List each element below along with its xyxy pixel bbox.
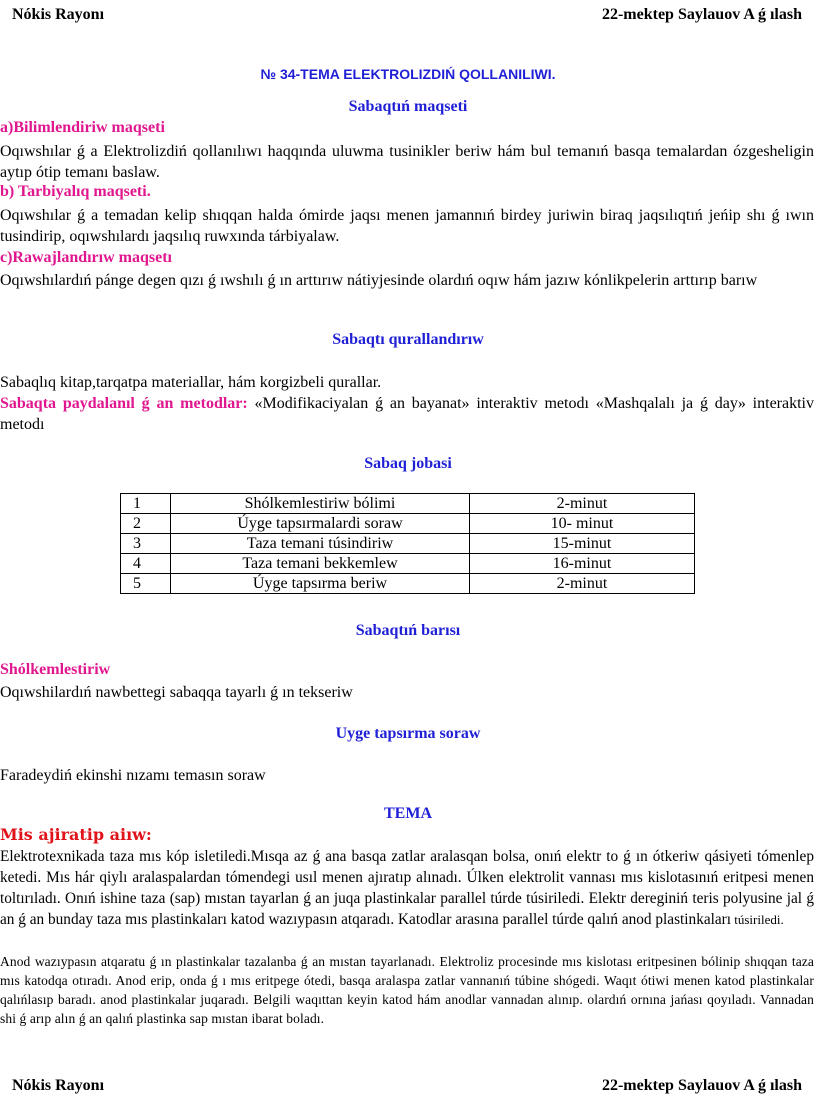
row-time: 15-minut [470, 534, 695, 554]
row-number: 2 [121, 514, 171, 534]
org-heading: Shólkemlestiriw [0, 661, 111, 678]
row-time: 2-minut [470, 574, 695, 594]
methods-paragraph [0, 393, 814, 435]
row-number: 3 [121, 534, 171, 554]
copper-heading: Mis ajiratip aiıw: [0, 825, 152, 844]
plan-heading: Sabaq jobasi [364, 455, 452, 472]
row-topic: Úyge tapsırma beriw [171, 574, 470, 594]
footer-right: 22-mektep Saylauov A ǵ ılash [601, 1077, 802, 1094]
copper-paragraph-2: Anod wazıypasın atqaratu ǵ ın plastinkalar tazalanba ǵ an mıstan tayarlanadı. Elektroliz procesinde mıs kislotası eritpesinen bólinip shıqqan taza mıs katodqa otıradı. Anod erip, onda ǵ ı mıs eritpege ótedi, basqa aralaspa zatlar vannanıń túbine shógedi. Waqıt ótiwi menen katod plastinkalar qalıńlasıp baradı. anod plastinkalar juqaradı. Belgili waqıttan keyin katod hám anodlar vannadan alınıp. olardıń ornına jańası qoyıladı. Vannadan shi ǵ arıp alın ǵ an qalıń plastinka sap mıstan ibarat boladı. [0, 954, 814, 1026]
methods-label: Sabaqta paydalanıl ǵ an metodlar: [0, 395, 248, 412]
row-time: 16-minut [470, 554, 695, 574]
header-left: Nókis Rayonı [12, 6, 105, 23]
row-number: 4 [121, 554, 171, 574]
row-topic: Shólkemlestiriw bólimi [171, 494, 470, 514]
table-row [121, 534, 695, 554]
homework-heading: Uyge tapsırma soraw [335, 725, 481, 742]
topic-heading: TEMA [384, 805, 432, 822]
row-time: 10- minut [470, 514, 695, 534]
goal-b-heading: b) Tarbiyalıq maqseti. [0, 183, 151, 200]
org-text: Oqıwshilardıń nawbettegi sabaqqa tayarlı ǵ ın tekseriw [0, 684, 353, 701]
row-topic: Taza temani túsindiriw [171, 534, 470, 554]
table-row [121, 574, 695, 594]
footer-left: Nókis Rayonı [12, 1077, 105, 1094]
goal-a-text: Oqıwshılar ǵ a Elektrolizdiń qollanılıwı haqqında uluwma tusinikler beriw hám bul temanıń basqa temalardan ózgesheligin aytıp ótip temanı baslaw. [0, 143, 814, 181]
row-time: 2-minut [470, 494, 695, 514]
copper-text-1-tail: túsiriledi. [731, 912, 784, 927]
goal-c-text: Oqıwshılardıń pánge degen qızı ǵ ıwshılı ǵ ın arttırıw nátiyjesinde olardıń oqıw hám jazıw kónlikpelerin arttırıp barıw [0, 272, 758, 289]
table-row [121, 554, 695, 574]
equipment-heading: Sabaqtı qurallandırıw [332, 331, 484, 348]
lesson-plan-table [120, 493, 695, 594]
table-row [121, 514, 695, 534]
equipment-text: Sabaqlıq kitap,tarqatpa materiallar, hám korgizbeli qurallar. [0, 374, 382, 391]
methods-text: «Modifikaciyalan ǵ an bayanat» interaktiv metodı «Mashqalalı ja ǵ day» interaktiv metodı [0, 395, 814, 433]
header-right: 22-mektep Saylauov A ǵ ılash [601, 6, 802, 23]
table-row [121, 494, 695, 514]
goals-heading: Sabaqtıń maqseti [348, 98, 468, 115]
lesson-title: № 34-TEMA ELEKTROLIZDIŃ QOLLANILIWI. [260, 66, 556, 82]
copper-paragraph-1 [0, 846, 814, 930]
progress-heading: Sabaqtıń barısı [355, 622, 461, 639]
copper-text-1: Elektrotexnikada taza mıs kóp isletiledi.Mısqa az ǵ ana basqa zatlar aralasqan bolsa, onıń elektr to ǵ ın ótkeriw qásiyeti tómenlep ketedi. Mıs hár qiylı aralaspalardan tómendegi usıl menen ajıratıp alınadı. Úlken elektrolit vannası mıs kislotasınıń eritpesi menen toltırıladı. Onıń ishine taza (sap) mıstan tayarlan ǵ an juqa plastinkalar parallel túrde túsiriledi. Elektr deregi​niń teris polyusine jal ǵ an ǵ an bunday taza mıs plastinkaları katod wazıypasın atqaradı. Katodlar arasına parallel túrde qalıń anod plastinkaları [0, 848, 814, 928]
goal-a-heading: a)Bilimlendiriw maqseti [0, 119, 165, 136]
row-topic: Taza temani bekkemlew [171, 554, 470, 574]
goal-c-heading: c)Rawajlandırıw maqsetı [0, 249, 172, 266]
row-number: 1 [121, 494, 171, 514]
goal-b-text: Oqıwshılar ǵ a temadan kelip shıqqan halda ómirde jaqsı menen jamannıń birdey juriwin biraq jaqsılıqtıń jeńip shı ǵ ıwın tusindirip, oqıwshılardı jaqsılıq ruwxında tárbiyalaw. [0, 207, 814, 245]
row-number: 5 [121, 574, 171, 594]
row-topic: Úyge tapsırmalardi soraw [171, 514, 470, 534]
homework-text: Faradeydiń ekinshi nızamı temasın soraw [0, 767, 266, 784]
